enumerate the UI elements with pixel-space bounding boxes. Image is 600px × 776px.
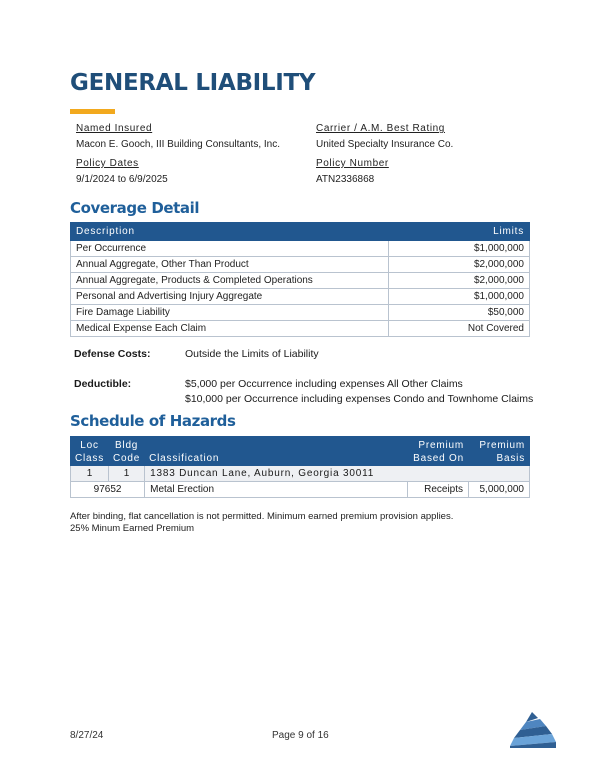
coverage-description: Personal and Advertising Injury Aggregate bbox=[71, 289, 389, 305]
hazards-header-row bbox=[71, 437, 530, 466]
page-title: GENERAL LIABILITY bbox=[70, 70, 316, 96]
hazards-header-classification: Classification bbox=[145, 437, 408, 466]
hazards-classification: Metal Erection bbox=[145, 482, 408, 498]
coverage-description: Annual Aggregate, Products & Completed Operations bbox=[71, 273, 389, 289]
hazards-header-bldg-line2: Code bbox=[113, 453, 141, 464]
defense-costs-value: Outside the Limits of Liability bbox=[185, 348, 319, 360]
carrier-label: Carrier / A.M. Best Rating bbox=[316, 123, 445, 134]
footer-page-number: Page 9 of 16 bbox=[272, 730, 329, 741]
table-row bbox=[71, 241, 530, 257]
policy-number-value: ATN2336868 bbox=[316, 174, 375, 185]
hazards-header-premium-based-line2: Based On bbox=[413, 453, 464, 464]
hazards-loc-number: 1 bbox=[71, 466, 109, 482]
table-row bbox=[71, 305, 530, 321]
coverage-header-description: Description bbox=[71, 223, 389, 241]
hazards-header-premium-basis-line1: Premium bbox=[479, 440, 525, 451]
coverage-limit: $2,000,000 bbox=[389, 273, 530, 289]
hazards-header-premium-based-line1: Premium bbox=[418, 440, 464, 451]
footer-date: 8/27/24 bbox=[70, 730, 104, 741]
hazards-header-loc bbox=[71, 437, 109, 466]
hazards-section-title: Schedule of Hazards bbox=[70, 412, 236, 430]
deductible-line-2: $10,000 per Occurrence including expenses Condo and Townhome Claims bbox=[185, 393, 534, 405]
defense-costs-label: Defense Costs: bbox=[74, 348, 151, 360]
hazards-header-loc-line2: Class bbox=[75, 453, 105, 464]
table-row bbox=[71, 289, 530, 305]
hazards-table bbox=[70, 436, 530, 498]
hazards-location-row bbox=[71, 466, 530, 482]
footnote-cancellation: After binding, flat cancellation is not permitted. Minimum earned premium provision applies. bbox=[70, 511, 454, 522]
hazards-class-code: 97652 bbox=[71, 482, 145, 498]
table-row bbox=[71, 482, 530, 498]
coverage-description: Per Occurrence bbox=[71, 241, 389, 257]
policy-dates-value: 9/1/2024 to 6/9/2025 bbox=[76, 174, 168, 185]
hazards-premium-based-on: Receipts bbox=[408, 482, 469, 498]
table-row bbox=[71, 273, 530, 289]
named-insured-label: Named Insured bbox=[76, 123, 153, 134]
hazards-header-bldg-line1: Bldg bbox=[114, 440, 139, 451]
deductible-label: Deductible: bbox=[74, 378, 132, 390]
policy-dates-label: Policy Dates bbox=[76, 158, 139, 169]
coverage-section-title: Coverage Detail bbox=[70, 199, 200, 217]
named-insured-value: Macon E. Gooch, III Building Consultants, Inc. bbox=[76, 139, 280, 150]
coverage-limit: $2,000,000 bbox=[389, 257, 530, 273]
title-accent-bar bbox=[70, 109, 115, 114]
coverage-limit: $50,000 bbox=[389, 305, 530, 321]
coverage-table bbox=[70, 222, 530, 337]
coverage-limit: $1,000,000 bbox=[389, 289, 530, 305]
hazards-header-loc-line1: Loc bbox=[80, 440, 99, 451]
coverage-description: Annual Aggregate, Other Than Product bbox=[71, 257, 389, 273]
hazards-header-bldg bbox=[109, 437, 145, 466]
coverage-description: Medical Expense Each Claim bbox=[71, 321, 389, 337]
policy-number-label: Policy Number bbox=[316, 158, 389, 169]
company-logo-icon bbox=[510, 712, 556, 748]
hazards-header-premium-based-on bbox=[408, 437, 469, 466]
coverage-header-row bbox=[71, 223, 530, 241]
hazards-bldg-number: 1 bbox=[109, 466, 145, 482]
coverage-limit: Not Covered bbox=[389, 321, 530, 337]
deductible-line-1: $5,000 per Occurrence including expenses All Other Claims bbox=[185, 378, 463, 390]
table-row bbox=[71, 321, 530, 337]
hazards-header-premium-basis bbox=[469, 437, 530, 466]
carrier-value: United Specialty Insurance Co. bbox=[316, 139, 454, 150]
coverage-limit: $1,000,000 bbox=[389, 241, 530, 257]
hazards-premium-basis: 5,000,000 bbox=[469, 482, 530, 498]
hazards-location-address: 1383 Duncan Lane, Auburn, Georgia 30011 bbox=[145, 466, 530, 482]
coverage-header-limits: Limits bbox=[389, 223, 530, 241]
footnote-minimum-premium: 25% Minum Earned Premium bbox=[70, 523, 195, 534]
table-row bbox=[71, 257, 530, 273]
hazards-header-premium-basis-line2: Basis bbox=[496, 453, 525, 464]
coverage-description: Fire Damage Liability bbox=[71, 305, 389, 321]
